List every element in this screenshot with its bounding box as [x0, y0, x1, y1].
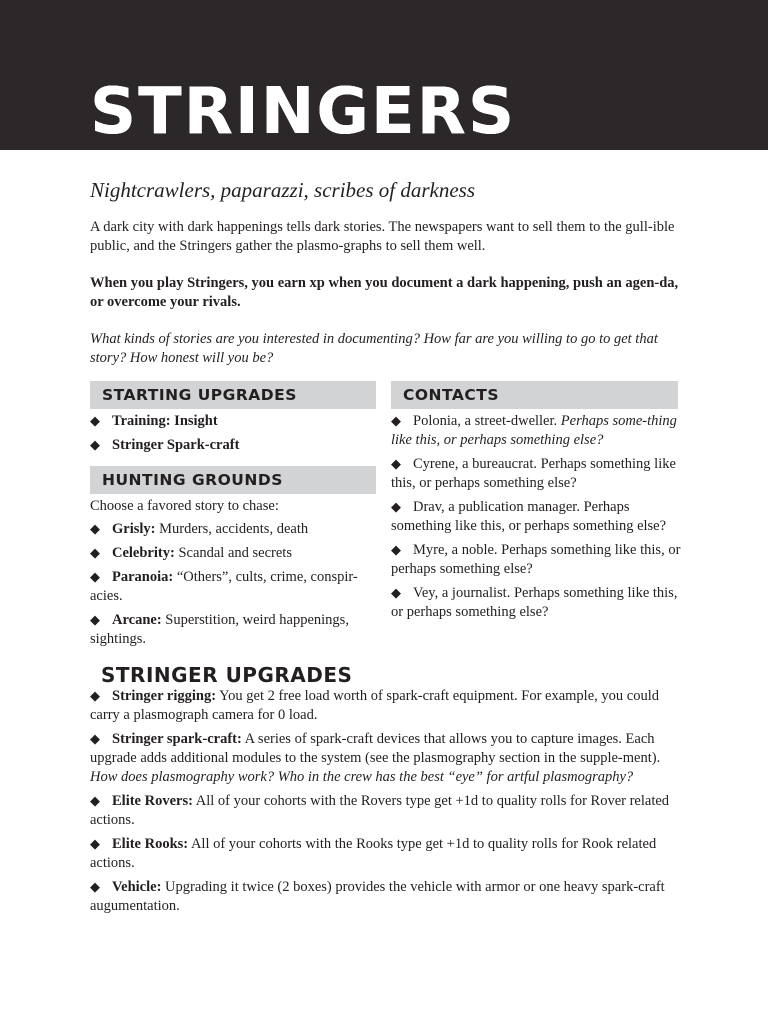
diamond-bullet-icon: ◆	[90, 522, 100, 537]
diamond-bullet-icon: ◆	[90, 570, 100, 585]
list-item: ◆ Stringer rigging: You get 2 free load worth of spark-craft equipment. For example, you could carry a plasmograph camera for 0 load.	[90, 688, 659, 723]
diamond-bullet-icon: ◆	[90, 732, 100, 747]
diamond-bullet-icon: ◆	[90, 546, 100, 561]
diamond-bullet-icon: ◆	[391, 414, 401, 429]
list-item: ◆ Polonia, a street-dweller. Perhaps some-thing like this, or perhaps something else?	[391, 413, 677, 448]
diamond-bullet-icon: ◆	[90, 414, 100, 429]
list-item: ◆ Cyrene, a bureaucrat. Perhaps something like this, or perhaps something else?	[391, 456, 676, 491]
hunting-grounds-header: HUNTING GROUNDS	[90, 466, 376, 494]
starting-upgrades-list	[90, 412, 380, 460]
hunting-grounds-intro: Choose a favored story to chase:	[90, 498, 279, 514]
diamond-bullet-icon: ◆	[391, 500, 401, 515]
list-item: ◆ Stringer spark-craft: A series of spark-craft devices that allows you to capture images. Each upgrade adds additional modules to the system (see the plasmography section in the supple-ment). How does plasmography work? Who in the crew has the best “eye” for artful plasmography?	[90, 731, 661, 785]
stringer-upgrades-heading: STRINGER UPGRADES	[101, 663, 353, 687]
diamond-bullet-icon: ◆	[90, 837, 100, 852]
list-item: ◆ Grisly: Murders, accidents, death	[90, 521, 309, 537]
diamond-bullet-icon: ◆	[90, 794, 100, 809]
contacts-header: CONTACTS	[391, 381, 678, 409]
list-item: ◆ Celebrity: Scandal and secrets	[90, 545, 292, 561]
list-item: ◆ Training: Insight	[90, 413, 218, 429]
diamond-bullet-icon: ◆	[391, 457, 401, 472]
list-item: ◆ Vey, a journalist. Perhaps something like this, or perhaps something else?	[391, 585, 678, 620]
page-subtitle: Nightcrawlers, paparazzi, scribes of darkness	[90, 178, 476, 202]
diamond-bullet-icon: ◆	[90, 689, 100, 704]
starting-upgrades-header: STARTING UPGRADES	[90, 381, 376, 409]
diamond-bullet-icon: ◆	[90, 880, 100, 895]
list-item: ◆ Elite Rooks: All of your cohorts with the Rooks type get +1d to quality rolls for Rook related actions.	[90, 836, 657, 871]
list-item: ◆ Myre, a noble. Perhaps something like this, or perhaps something else?	[391, 542, 681, 577]
diamond-bullet-icon: ◆	[90, 438, 100, 453]
hunting-grounds-list	[90, 520, 372, 654]
diamond-bullet-icon: ◆	[391, 543, 401, 558]
contacts-list	[391, 412, 681, 627]
page-title: STRINGERS	[90, 75, 517, 149]
list-item: ◆ Paranoia: “Others”, cults, crime, conspir-acies.	[90, 569, 358, 604]
questions-paragraph: What kinds of stories are you interested in documenting? How far are you willing to go to get that story? How honest will you be?	[90, 331, 658, 366]
list-item: ◆ Arcane: Superstition, weird happenings, sightings.	[90, 612, 349, 647]
list-item: ◆ Stringer Spark-craft	[90, 437, 240, 453]
list-item: ◆ Elite Rovers: All of your cohorts with the Rovers type get +1d to quality rolls for Rover related actions.	[90, 793, 670, 828]
stringer-upgrades-list	[90, 687, 682, 921]
diamond-bullet-icon: ◆	[391, 586, 401, 601]
xp-paragraph: When you play Stringers, you earn xp when you document a dark happening, push an agen-da, or overcome your rivals.	[90, 275, 679, 310]
diamond-bullet-icon: ◆	[90, 613, 100, 628]
list-item: ◆ Drav, a publication manager. Perhaps something like this, or perhaps something else?	[391, 499, 667, 534]
intro-paragraph: A dark city with dark happenings tells dark stories. The newspapers want to sell them to the gull-ible public, and the Stringers gather the plasmo-graphs to sell them well.	[90, 219, 675, 254]
list-item: ◆ Vehicle: Upgrading it twice (2 boxes) provides the vehicle with armor or one heavy spark-craft augumentation.	[90, 879, 665, 914]
